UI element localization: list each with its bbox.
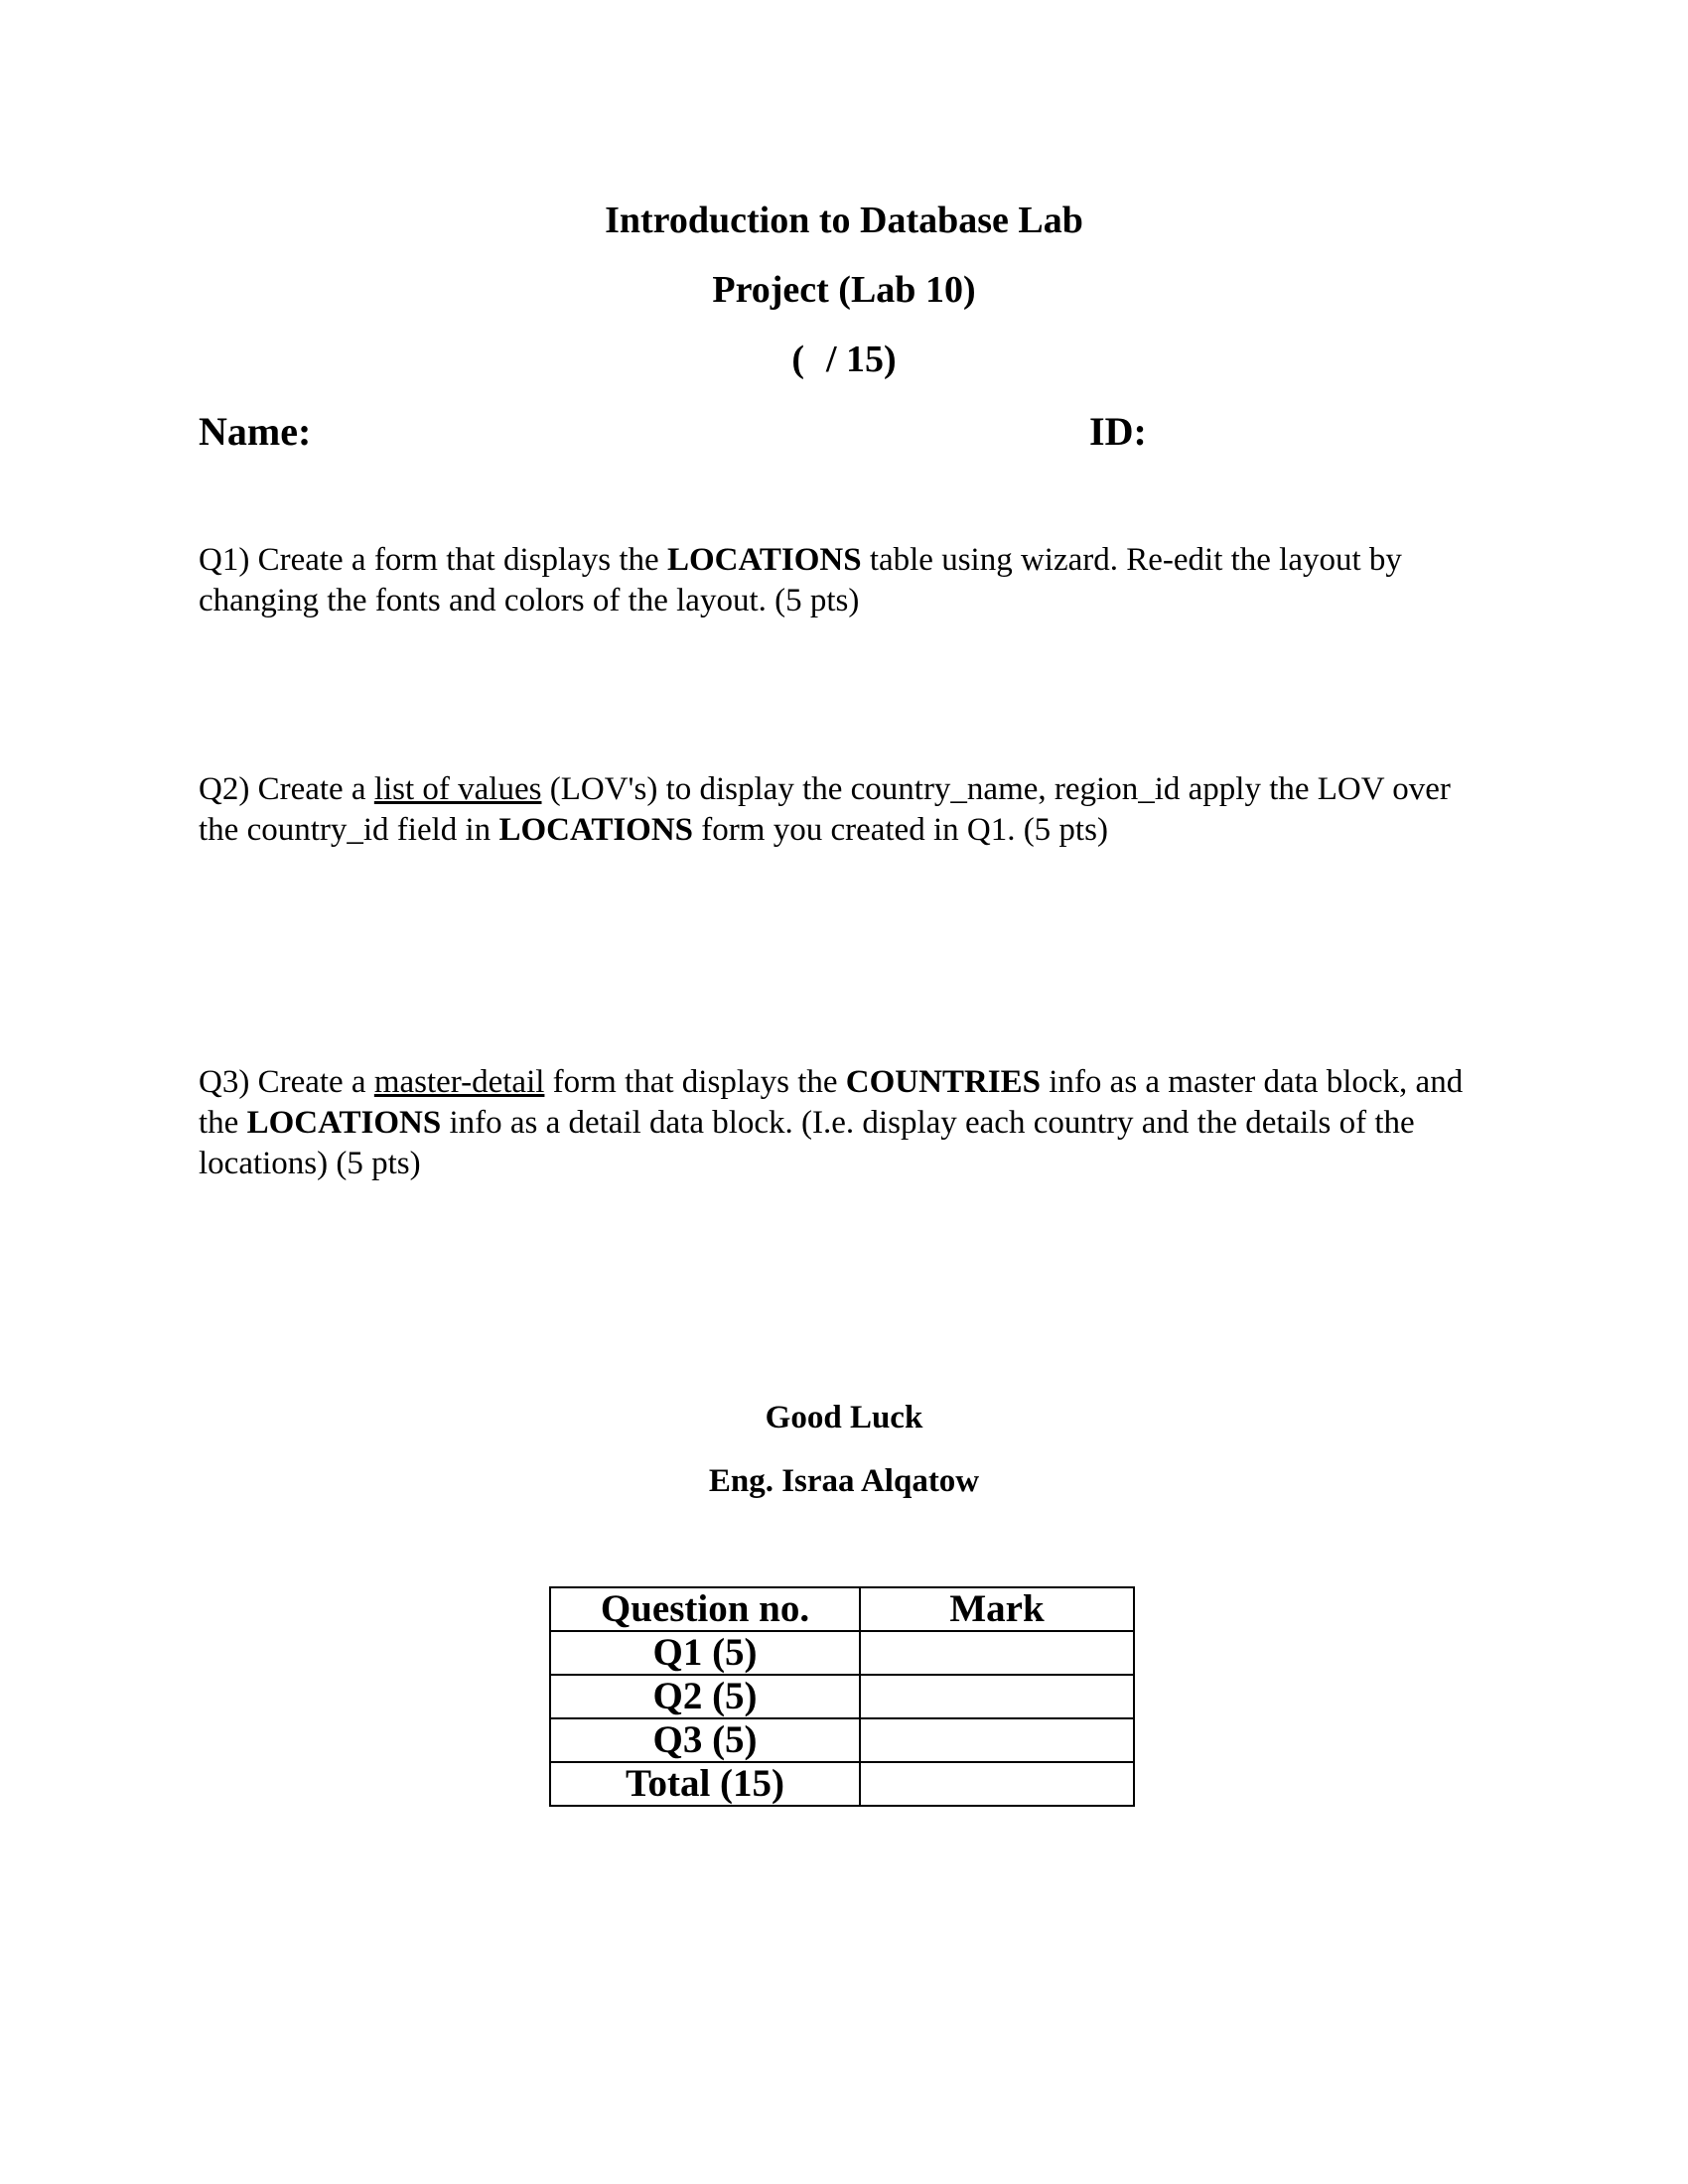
table-row xyxy=(550,1718,1134,1762)
question-3-term: master-detail xyxy=(373,1064,545,1100)
table-row xyxy=(550,1675,1134,1718)
mark-cell xyxy=(860,1675,1134,1718)
question-2 xyxy=(199,769,1489,851)
question-cell: Q1 (5) xyxy=(550,1631,860,1675)
question-2-text: Q2) Create a xyxy=(199,771,374,807)
question-3-text: info as a detail data block. (I.e. display each country and the details of the locations) (5 pts) xyxy=(199,1105,1415,1181)
score-open-paren: ( xyxy=(791,339,804,380)
mark-cell xyxy=(860,1762,1134,1806)
question-1-table-name: LOCATIONS xyxy=(666,542,862,578)
question-2-text: (LOV's) to display the country_name, region_id apply the LOV over the country_id field in xyxy=(199,771,1451,848)
question-3-table-name: LOCATIONS xyxy=(246,1105,442,1141)
question-3-text: info as a master data block, and the xyxy=(199,1064,1464,1141)
table-row xyxy=(550,1631,1134,1675)
question-3-table-name: COUNTRIES xyxy=(845,1064,1042,1100)
question-cell: Q2 (5) xyxy=(550,1675,860,1718)
question-1 xyxy=(199,540,1489,621)
marks-table xyxy=(549,1586,1135,1807)
instructor-name: Eng. Israa Alqatow xyxy=(708,1463,980,1499)
question-2-table-name: LOCATIONS xyxy=(498,812,694,848)
score-line xyxy=(0,336,1688,383)
question-1-text: Q1) Create a form that displays the xyxy=(199,542,667,578)
question-2-term: list of values xyxy=(373,771,542,807)
document-subtitle: Project (Lab 10) xyxy=(712,269,976,311)
good-luck-text: Good Luck xyxy=(765,1400,923,1435)
question-3-text: Q3) Create a xyxy=(199,1064,374,1100)
mark-cell xyxy=(860,1718,1134,1762)
column-header-mark: Mark xyxy=(860,1587,1134,1631)
column-header-question: Question no. xyxy=(550,1587,860,1631)
mark-cell xyxy=(860,1631,1134,1675)
question-1-text: table using wizard. Re-edit the layout by changing the fonts and colors of the layout. (5 pts) xyxy=(199,542,1402,618)
score-total: / 15) xyxy=(825,339,897,380)
question-2-text: form you created in Q1. (5 pts) xyxy=(693,812,1108,848)
question-3 xyxy=(199,1062,1489,1184)
table-row xyxy=(550,1762,1134,1806)
document-title: Introduction to Database Lab xyxy=(605,200,1083,241)
marks-table-header-row xyxy=(550,1587,1134,1631)
id-label: ID: xyxy=(1089,409,1147,454)
question-cell: Total (15) xyxy=(550,1762,860,1806)
question-3-text: form that displays the xyxy=(544,1064,846,1100)
question-cell: Q3 (5) xyxy=(550,1718,860,1762)
name-label: Name: xyxy=(199,409,312,454)
